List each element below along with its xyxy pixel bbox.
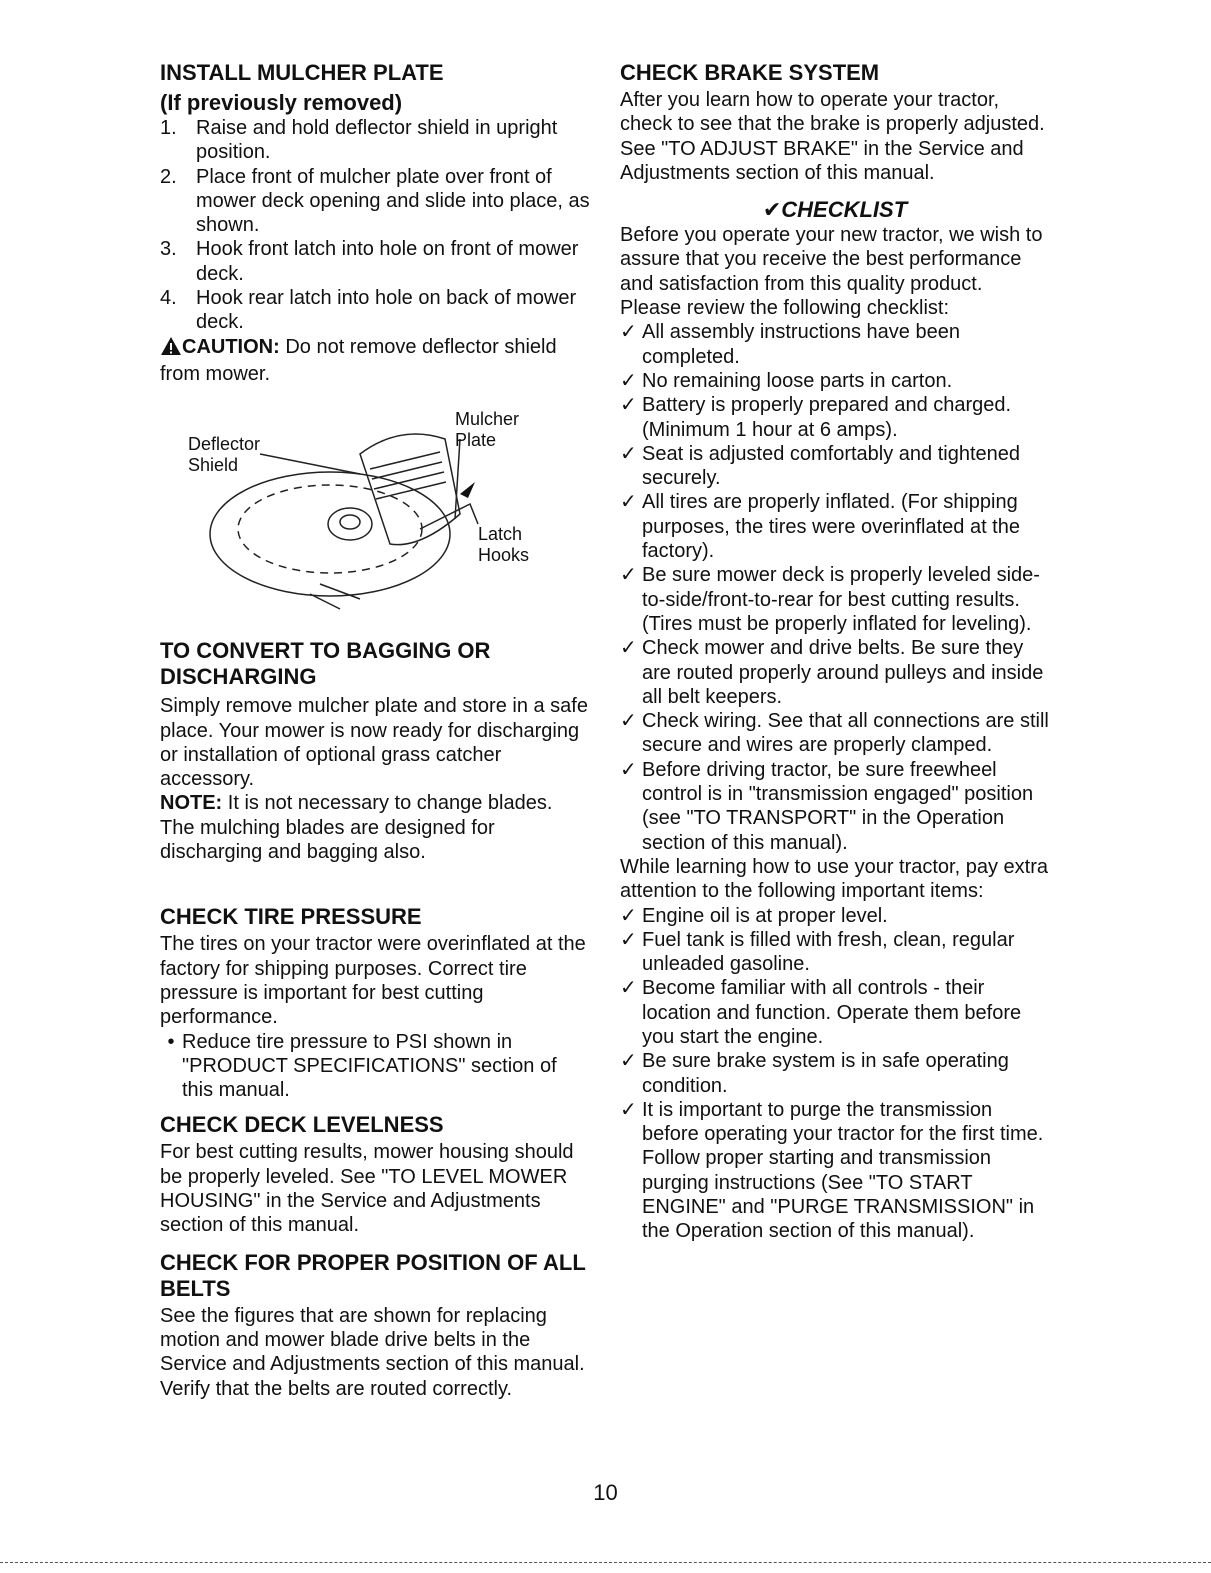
convert-body: Simply remove mulcher plate and store in a safe place. Your mower is now ready for discharging or installation of optional grass catcher accessory.: [160, 695, 588, 791]
checklist-title: ✔CHECKLIST: [762, 197, 908, 223]
latch-label-2: Hooks: [478, 545, 530, 566]
checklist-item: ✓ All assembly instructions have been completed.: [620, 321, 960, 368]
check-icon: ✓: [620, 977, 637, 1000]
checklist-item: ✓ Seat is adjusted comfortably and tightened securely.: [620, 442, 1021, 490]
page-number: 10: [593, 1480, 618, 1505]
note-label: NOTE:: [160, 792, 223, 815]
convert-title: TO CONVERT TO BAGGING OR DISCHARGING: [160, 638, 491, 690]
checklist-item: ✓ Check wiring. See that all connections are still secure and wires are properly clamped.: [620, 710, 1049, 757]
check-icon: ✓: [620, 1098, 637, 1121]
mulcher-diagram: [160, 394, 590, 624]
latch-label-1: Latch: [478, 524, 523, 545]
belts-title: CHECK FOR PROPER POSITION OF ALL BELTS: [160, 1249, 586, 1301]
warning-icon: [160, 336, 182, 362]
right-column: [620, 60, 1050, 1244]
mulcher-label-2: Plate: [455, 430, 497, 451]
caution-note: [160, 335, 590, 387]
checklist-item: ✓ All tires are properly inflated. (For shipping purposes, the tires were overinflated at the factory).: [620, 491, 1020, 563]
check-icon: ✓: [620, 442, 637, 465]
check-icon: ✓: [620, 369, 637, 392]
check-icon: ✓: [620, 928, 637, 951]
checklist-intro: Before you operate your new tractor, we wish to assure that you receive the best performance and satisfaction from this quality product.: [620, 224, 1043, 295]
check-icon: ✓: [620, 491, 637, 514]
tire-bullet: • Reduce tire pressure to PSI shown in "PRODUCT SPECIFICATIONS" section of this manual.: [160, 1030, 590, 1103]
convert-note: [160, 791, 590, 864]
belts-body: See the figures that are shown for replacing motion and mower blade drive belts in the Service and Adjustments section of this manual. Verify that the belts are routed correctly.: [160, 1304, 585, 1400]
checklist-item: ✓ No remaining loose parts in carton.: [620, 369, 953, 392]
checklist-items-2: [620, 904, 1050, 1244]
checklist-item: ✓ Fuel tank is filled with fresh, clean, regular unleaded gasoline.: [620, 928, 1015, 976]
note-text: It is not necessary to change blades. The mulching blades are designed for discharging and bagging also.: [160, 792, 553, 864]
checklist-items: [620, 320, 1050, 855]
check-icon: ✓: [620, 1050, 637, 1073]
checklist-item: ✓ Engine oil is at proper level.: [620, 904, 888, 927]
check-icon: ✓: [620, 904, 637, 927]
deck-body: For best cutting results, mower housing should be properly leveled. See "TO LEVEL MOWER HOUSING" in the Service and Adjustments section of this manual.: [160, 1141, 574, 1237]
deflector-label-2: Shield: [188, 455, 239, 476]
caution-text: Do not remove deflector shield from mower.: [160, 335, 557, 385]
checklist-item: ✓ It is important to purge the transmission before operating your tractor for the first time. Follow proper starting and transmission purging instructions (See "TO START ENGINE" and "PURGE TRANSMISSION" in the Operation section of this manual).: [620, 1098, 1044, 1243]
checklist-item: ✓ Battery is properly prepared and charged. (Minimum 1 hour at 6 amps).: [620, 394, 1012, 441]
install-mulcher-title: INSTALL MULCHER PLATE: [160, 60, 444, 85]
step-item: 4. Hook rear latch into hole on back of mower deck.: [160, 287, 577, 334]
left-column: [160, 60, 590, 1401]
install-steps: [160, 116, 590, 335]
footer-divider: [0, 1562, 1211, 1563]
checklist-item: ✓ Be sure mower deck is properly leveled side-to-side/front-to-rear for best cutting results. (Tires must be properly inflated for leveling).: [620, 564, 1040, 635]
deflector-label-1: Deflector: [188, 434, 261, 455]
check-icon: ✓: [620, 758, 637, 781]
tire-body: The tires on your tractor were overinflated at the factory for shipping purposes. Correct tire pressure is important for best cutting performance.: [160, 933, 586, 1029]
checklist-while: While learning how to use your tractor, pay extra attention to the following important items:: [620, 855, 1048, 903]
check-icon: ✓: [620, 637, 637, 660]
tire-title: CHECK TIRE PRESSURE: [160, 904, 422, 930]
step-item: 3. Hook front latch into hole on front of mower deck.: [160, 238, 579, 285]
check-icon: ✓: [620, 564, 637, 587]
mower-deck-illustration: [160, 394, 590, 624]
check-icon: ✓: [620, 710, 637, 733]
bullet-icon: •: [167, 1030, 175, 1053]
caution-label: CAUTION:: [182, 335, 280, 358]
mulcher-label-1: Mulcher: [455, 409, 520, 430]
check-icon: ✓: [620, 321, 637, 344]
checklist-item: ✓ Check mower and drive belts. Be sure they are routed properly around pulleys and inside all belt keepers.: [620, 637, 1044, 708]
step-item: 1. Raise and hold deflector shield in upright position.: [160, 117, 558, 164]
deck-title: CHECK DECK LEVELNESS: [160, 1112, 444, 1138]
brake-title: CHECK BRAKE SYSTEM: [620, 60, 880, 85]
brake-body: After you learn how to operate your tractor, check to see that the brake is properly adjusted. See "TO ADJUST BRAKE" in the Service and Adjustments section of this manual.: [620, 89, 1045, 184]
step-item: 2. Place front of mulcher plate over front of mower deck opening and slide into place, as shown.: [160, 165, 590, 237]
checklist-item: ✓ Become familiar with all controls - their location and function. Operate them before you start the engine.: [620, 977, 1022, 1048]
checklist-review: Please review the following checklist:: [620, 297, 950, 320]
checklist-item: ✓ Before driving tractor, be sure freewheel control is in "transmission engaged" position (see "TO TRANSPORT" in the Operation section of this manual).: [620, 758, 1034, 854]
checklist-item: ✓ Be sure brake system is in safe operating condition.: [620, 1050, 1009, 1097]
check-icon: ✓: [620, 394, 637, 417]
install-mulcher-subtitle: (If previously removed): [160, 90, 403, 115]
